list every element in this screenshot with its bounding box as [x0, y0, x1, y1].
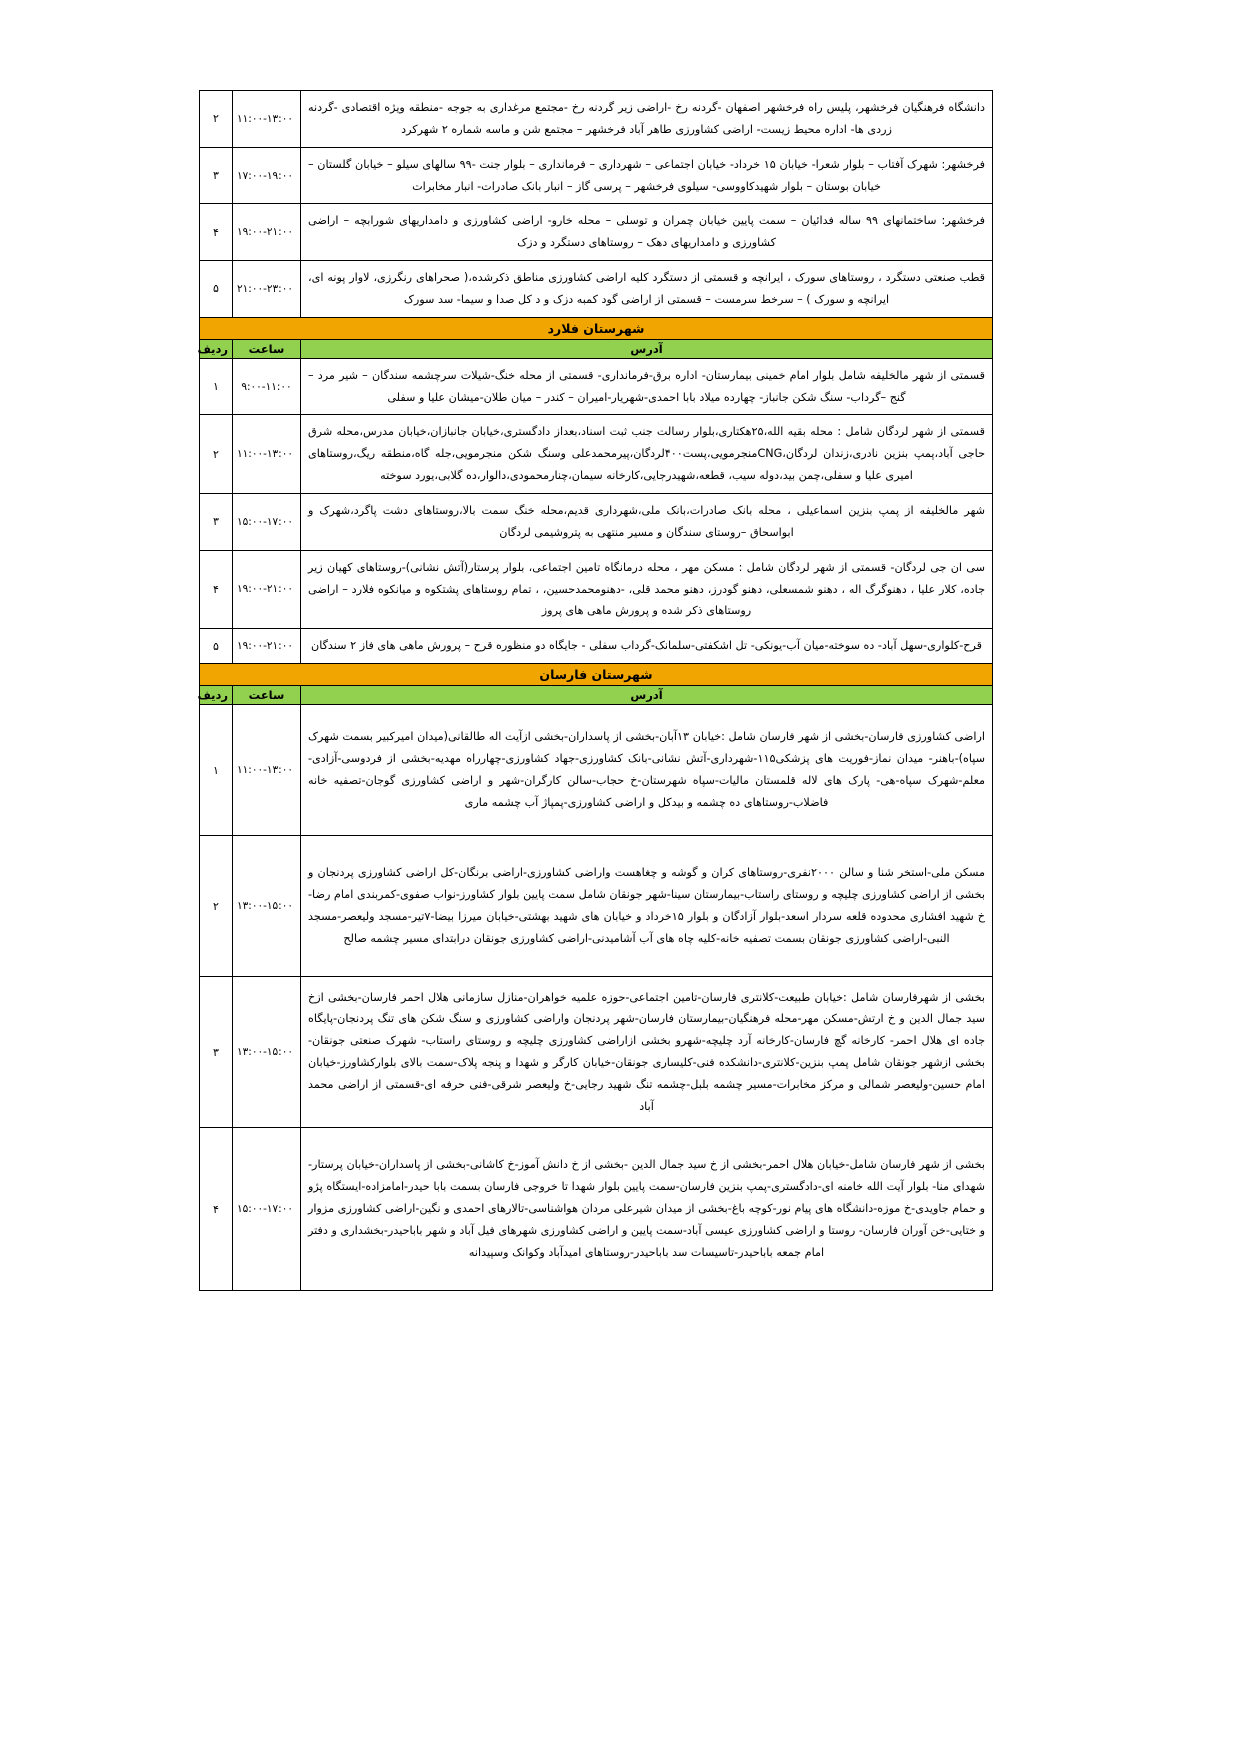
row-time: ۱۱:۰۰-۱۳:۰۰ [233, 91, 301, 148]
row-number: ۳ [200, 977, 233, 1128]
row-address: سی ان جی لردگان- قسمتی از شهر لردگان شامل : مسکن مهر ، محله درمانگاه تامین اجتماعی، بلوار پرستار(آتش نشانی)-روستاهای کهیان زیر جاده، کلار علیا ، دهنوگرگ اله ، دهنو شمسعلی، دهنو گودرز، دهنو محمد قلی، -دهنومحمدحسین، ، تمام روستاهای پشتکوه و میانکوه فلارد – اراضی روستاهای ذکر شده و پرورش ماهی های پروز [301, 550, 993, 629]
table-row [200, 977, 993, 1128]
table-row [200, 91, 993, 148]
table-row [200, 358, 993, 415]
row-address: اراضی کشاورزی فارسان-بخشی از شهر فارسان شامل :خیابان ۱۳آبان-بخشی از پاسداران-بخشی ازآیت اله طالقانی(میدان امیرکبیر بسمت شهرک سپاه)-باهنر- میدان نماز-فوریت های پزشکی۱۱۵-شهرداری-آتش نشانی-بانک کشاورزی-جهاد کشاورزی-چهارراه مهدیه-بخشی از فردوسی-آزادی-معلم-شهرک سپاه-هی- پارک های لاله قلمستان مالیات-سپاه شهرستان-خ حجاب-سالن کارگران-شهر و اراضی کشاورزی گوجان-تصفیه خانه فاضلاب-روستاهای ده چشمه و بیدکل و اراضی کشاورزی-پمپاژ آب چشمه ماری [301, 705, 993, 836]
table-row [200, 1128, 993, 1291]
row-number: ۱ [200, 705, 233, 836]
row-time: ۱۱:۰۰-۱۳:۰۰ [233, 415, 301, 494]
row-address: شهر مالخلیفه از پمپ بنزین اسماعیلی ، محله بانک صادرات،بانک ملی،شهرداری قدیم،محله خنگ سمت بالا،روستاهای دشت پاگرد،شهرک و ابواسحاق –روستای سندگان و مسیر منتهی به پتروشیمی لردگان [301, 493, 993, 550]
row-time: ۲۱:۰۰-۲۳:۰۰ [233, 261, 301, 318]
row-address: بخشی از شهرفارسان شامل :خیابان طبیعت-کلانتری فارسان-تامین اجتماعی-حوزه علمیه خواهران-منازل سازمانی هلال احمر فارسان-بخشی ازخ سید جمال الدین و خ ارتش-مسکن مهر-محله فرهنگیان-بیمارستان فارسان-شهر پردنجان واراضی کشاورزی و سنگ شکن های تنگ پردنجان-پایگاه جاده ای هلال احمر- کارخانه گچ فارسان-کارخانه آرد چلیچه-شهرو بخشی ازاراضی کشاورزی چلیچه و روستای راستاب- شهرک صنعتی جونقان-بخشی ازشهر جونقان شامل پمپ بنزین-کلانتری-دانشکده فنی-کلیساری جونقان-خیابان کارگر و شهدا و پنجه پلاک-سمت بالای بلوارکشاورز-خیابان امام حسین-ولیعصر شمالی و مرکز مخابرات-مسیر چشمه بلبل-چشمه تنگ شهید رجایی-خ ولیعصر شرقی-فنی حرفه ای-قسمتی از اراضی محمد آباد [301, 977, 993, 1128]
row-time: ۱۵:۰۰-۱۷:۰۰ [233, 1128, 301, 1291]
row-number: ۳ [200, 147, 233, 204]
table-row [200, 836, 993, 977]
row-address: قسمتی از شهر مالخلیفه شامل بلوار امام خمینی بیمارستان- اداره برق-فرمانداری- قسمتی از محله خنگ-شیلات سرچشمه سندگان – شیر مرد – گنج –گرداب- سنگ شکن جانباز- چهارده میلاد بابا احمدی-شهریار-امیران – کندر – میان طلان-میشان علیا و سفلی [301, 358, 993, 415]
column-header-time: ساعت [233, 686, 301, 705]
column-header-row: ردیف [200, 686, 233, 705]
row-address: قسمتی از شهر لردگان شامل : محله بقیه الله،۲۵هکتاری،بلوار رسالت جنب ثبت اسناد،بعداز دادگستری،خیابان جانبازان،خیابان مدرس،محله شرق حاجی آباد،پمپ بنزین نادری،زندان لردگان،CNGمنجرمویی،پست۴۰۰لردگان،پیرمحمدعلی وسنگ شکن منجرمویی،جله گاه،منطقه ریگ،روستاهای امیری علیا و سفلی،چمن بید،دوله سیب، قطعه،شهیدرجایی،کارخانه سیمان،چنارمحمودی،دالوار،ده گلابی،یورد سوخته [301, 415, 993, 494]
row-address: فرخشهر: ساختمانهای ۹۹ ساله فدائیان – سمت پایین خیابان چمران و توسلی – محله خارو- اراضی کشاورزی و دامداریهای شورابچه – اراضی کشاورزی و دامداریهای دهک – روستاهای دستگرد و دزک [301, 204, 993, 261]
table-row [200, 705, 993, 836]
row-number: ۲ [200, 415, 233, 494]
row-time: ۱۹:۰۰-۲۱:۰۰ [233, 629, 301, 664]
table-row [200, 204, 993, 261]
row-number: ۵ [200, 629, 233, 664]
outage-schedule-table [199, 90, 993, 1291]
column-header-row [200, 686, 993, 705]
row-number: ۴ [200, 1128, 233, 1291]
row-address: بخشی از شهر فارسان شامل-خیابان هلال احمر-بخشی از خ سید جمال الدین -بخشی از خ دانش آموز-خ کاشانی-بخشی از پاسداران-خیابان پرستار-شهدای منا- بلوار آیت الله خامنه ای-دادگستری-پمپ بنزین فارسان-سمت پایین بلوار شهدا تا خروجی فارسان بسمت بابا حیدر-امامزاده-ایستگاه پژو و حمام جاویدی-خ موزه-دانشگاه های پیام نور-کوچه باغ-بخشی از میدان شیرعلی مردان هواشناسی-تالارهای احمدی و نگین-اراضی کشاورزی مزوار و ختایی-خن آوران فارسان- روستا و اراضی کشاورزی عیسی آباد-سمت پایین و اراضی کشاورزی شهرهای فیل آباد و شهر باباحیدر-بخشداری و دفتر امام جمعه باباحیدر-تاسیسات سد باباحیدر-روستاهای امیدآباد وکوانک وسپیدانه [301, 1128, 993, 1291]
row-time: ۹:۰۰-۱۱:۰۰ [233, 358, 301, 415]
row-time: ۱۵:۰۰-۱۷:۰۰ [233, 493, 301, 550]
city-name: شهرستان فارسان [200, 664, 993, 686]
table-row [200, 261, 993, 318]
table-row [200, 147, 993, 204]
row-number: ۴ [200, 550, 233, 629]
row-number: ۴ [200, 204, 233, 261]
city-name: شهرستان فلارد [200, 317, 993, 339]
row-number: ۳ [200, 493, 233, 550]
row-number: ۲ [200, 91, 233, 148]
table-row [200, 415, 993, 494]
row-time: ۱۳:۰۰-۱۵:۰۰ [233, 836, 301, 977]
column-header-row [200, 339, 993, 358]
row-time: ۱۹:۰۰-۲۱:۰۰ [233, 550, 301, 629]
city-section-header [200, 317, 993, 339]
row-address: فرخشهر: شهرک آفتاب – بلوار شعرا- خیابان ۱۵ خرداد- خیابان اجتماعی – شهرداری – فرمانداری – بلوار جنت -۹۹ سالهای سیلو – خیابان گلستان – خیابان بوستان – بلوار شهیدکاووسی- سیلوی فرخشهر – پرسی گاز – انبار بانک صادرات- انبار مخابرات [301, 147, 993, 204]
column-header-row: ردیف [200, 339, 233, 358]
row-time: ۱۳:۰۰-۱۵:۰۰ [233, 977, 301, 1128]
row-address: مسکن ملی-استخر شنا و سالن ۲۰۰۰نفری-روستاهای کران و گوشه و چغاهست واراضی کشاورزی-اراضی برنگان-کل اراضی کشاورزی پردنجان و بخشی از اراضی کشاورزی چلیچه و روستای راستاب-بیمارستان سینا-شهر جونقان شامل سمت پایین بلوار کشاورز-نواب صفوی-کمربندی امام رضا-خ شهید افشاری محدوده قلعه سردار اسعد-بلوار آزادگان و بلوار ۱۵خرداد و خیابان های شهید بهشتی-خیابان میرزا بیضا-۷تیر-مسجد ولیعصر-مسجد النبی-اراضی کشاورزی جونقان بسمت تصفیه خانه-کلیه چاه های آب آشامیدنی-اراضی کشاورزی جونقان درابتدای مسیر چشمه صالح [301, 836, 993, 977]
row-time: ۱۹:۰۰-۲۱:۰۰ [233, 204, 301, 261]
column-header-address: آدرس [301, 686, 993, 705]
row-number: ۲ [200, 836, 233, 977]
row-number: ۱ [200, 358, 233, 415]
row-address: دانشگاه فرهنگیان فرخشهر، پلیس راه فرخشهر اصفهان -گردنه رخ -اراضی زیر گردنه رخ -مجتمع مرغداری به جوجه -منطقه ویژه اقتصادی -گردنه زردی ها- اداره محیط زیست- اراضی کشاورزی طاهر آباد فرخشهر – مجتمع شن و ماسه شماره ۲ شهرکرد [301, 91, 993, 148]
column-header-time: ساعت [233, 339, 301, 358]
city-section-header [200, 664, 993, 686]
column-header-address: آدرس [301, 339, 993, 358]
table-row [200, 493, 993, 550]
row-address: قرح-کلواری-سهل آباد- ده سوخته-میان آب-یونکی- تل اشکفتی-سلمانک-گرداب سفلی - جایگاه دو منظوره قرح – پرورش ماهی های فاز ۲ سندگان [301, 629, 993, 664]
row-time: ۱۱:۰۰-۱۳:۰۰ [233, 705, 301, 836]
table-row [200, 629, 993, 664]
row-number: ۵ [200, 261, 233, 318]
row-time: ۱۷:۰۰-۱۹:۰۰ [233, 147, 301, 204]
table-row [200, 550, 993, 629]
row-address: قطب صنعتی دستگرد ، روستاهای سورک ، ایرانچه و قسمتی از دستگرد کلیه اراضی کشاورزی مناطق ذکرشده،( صحراهای رنگرزی، لاوار پونه ای، ایرانچه و سورک ) – سرخط سرمست – قسمتی از اراضی گود کمبه دزک و د کل صدا و سیما- سد سورک [301, 261, 993, 318]
